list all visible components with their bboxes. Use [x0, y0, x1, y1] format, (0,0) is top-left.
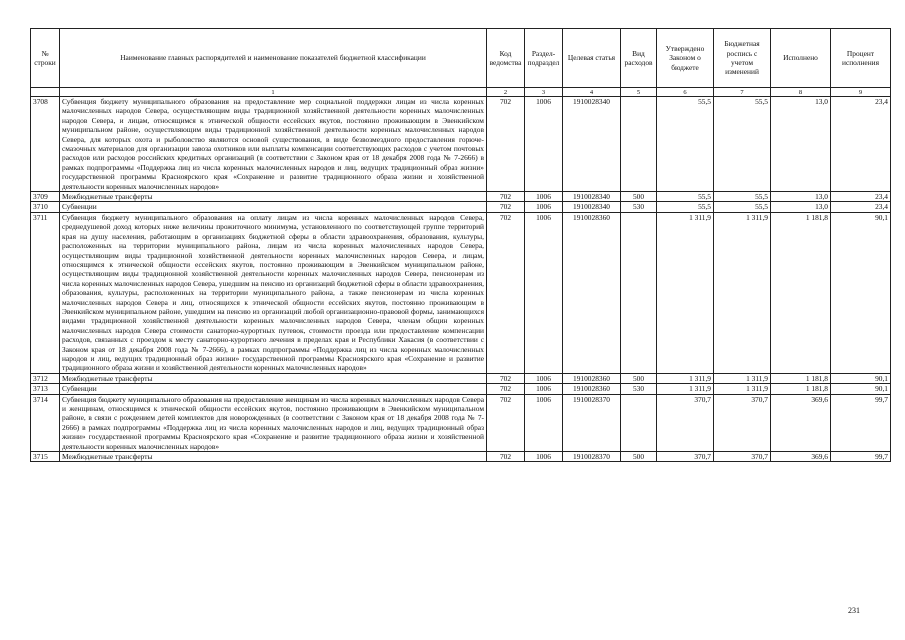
row-approved: 370,7: [657, 452, 714, 462]
row-percent: 90,1: [831, 373, 891, 383]
row-target: 1910028360: [563, 373, 621, 383]
row-schedule: 1 311,9: [714, 384, 771, 394]
table-row: [31, 97, 891, 192]
row-executed: 369,6: [771, 452, 831, 462]
budget-table: [30, 28, 891, 462]
row-type: 530: [621, 202, 657, 212]
row-number: 3712: [31, 373, 60, 383]
row-section: 1006: [525, 202, 563, 212]
row-dept: 702: [487, 384, 525, 394]
column-number: 8: [771, 88, 831, 97]
row-percent: 23,4: [831, 97, 891, 192]
row-number: 3713: [31, 384, 60, 394]
row-executed: 1 181,8: [771, 384, 831, 394]
row-percent: 23,4: [831, 192, 891, 202]
header-dept: Код ведомства: [487, 29, 525, 88]
row-schedule: 370,7: [714, 394, 771, 451]
row-target: 1910028340: [563, 97, 621, 192]
header-name: Наименование главных распорядителей и наименование показателей бюджетной классификации: [60, 29, 487, 88]
column-number: 4: [563, 88, 621, 97]
table-row: [31, 212, 891, 373]
row-executed: 369,6: [771, 394, 831, 451]
row-name: Субвенция бюджету муниципального образования на предоставление женщинам из числа коренных малочисленных народов Севера и женщинам, относящимся к этнической общности ессейских якутов, постоянно проживающим в Эвенкийском муниципальном районе, в связи с рождением детей комплектов для новорожденных (в соответствии с Законом края от 18 декабря 2008 года № 7-2666) в рамках подпрограммы «Поддержка лиц из числа коренных малочисленных народов и лиц, ведущих традиционный образ жизни» государственной программы Красноярского края «Сохранение и развитие традиционного образа жизни и хозяйственной деятельности коренных малочисленных народов»: [60, 394, 487, 451]
row-schedule: 1 311,9: [714, 212, 771, 373]
row-percent: 99,7: [831, 452, 891, 462]
row-executed: 13,0: [771, 192, 831, 202]
row-percent: 99,7: [831, 394, 891, 451]
row-section: 1006: [525, 373, 563, 383]
table-row: [31, 202, 891, 212]
row-name: Межбюджетные трансферты: [60, 373, 487, 383]
row-section: 1006: [525, 212, 563, 373]
header-executed: Исполнено: [771, 29, 831, 88]
row-type: 500: [621, 192, 657, 202]
row-approved: 55,5: [657, 97, 714, 192]
row-executed: 1 181,8: [771, 373, 831, 383]
header-target: Целевая статья: [563, 29, 621, 88]
table-row: [31, 192, 891, 202]
row-schedule: 370,7: [714, 452, 771, 462]
column-number: 7: [714, 88, 771, 97]
column-number: 2: [487, 88, 525, 97]
header-schedule: Бюджетная роспись с учетом изменений: [714, 29, 771, 88]
column-number: 1: [60, 88, 487, 97]
row-type: [621, 212, 657, 373]
row-approved: 1 311,9: [657, 373, 714, 383]
table-row: [31, 373, 891, 383]
row-type: 500: [621, 373, 657, 383]
row-name: Межбюджетные трансферты: [60, 192, 487, 202]
row-dept: 702: [487, 202, 525, 212]
row-number: 3711: [31, 212, 60, 373]
row-dept: 702: [487, 97, 525, 192]
row-target: 1910028370: [563, 452, 621, 462]
row-section: 1006: [525, 394, 563, 451]
row-approved: 55,5: [657, 202, 714, 212]
row-type: [621, 97, 657, 192]
header-section: Раздел-подраздел: [525, 29, 563, 88]
row-section: 1006: [525, 97, 563, 192]
row-executed: 13,0: [771, 202, 831, 212]
column-number: 5: [621, 88, 657, 97]
row-approved: 55,5: [657, 192, 714, 202]
column-number: 6: [657, 88, 714, 97]
row-name: Субвенции: [60, 384, 487, 394]
row-dept: 702: [487, 192, 525, 202]
header-row-no: № строки: [31, 29, 60, 88]
row-dept: 702: [487, 452, 525, 462]
row-section: 1006: [525, 452, 563, 462]
header-percent: Процент исполнения: [831, 29, 891, 88]
row-approved: 1 311,9: [657, 212, 714, 373]
row-target: 1910028340: [563, 202, 621, 212]
table-row: [31, 394, 891, 451]
row-dept: 702: [487, 212, 525, 373]
row-approved: 370,7: [657, 394, 714, 451]
row-percent: 90,1: [831, 212, 891, 373]
column-number: [31, 88, 60, 97]
row-schedule: 55,5: [714, 192, 771, 202]
row-number: 3708: [31, 97, 60, 192]
row-schedule: 1 311,9: [714, 373, 771, 383]
row-percent: 23,4: [831, 202, 891, 212]
row-target: 1910028360: [563, 212, 621, 373]
row-type: 530: [621, 384, 657, 394]
row-target: 1910028360: [563, 384, 621, 394]
page-number: 231: [848, 606, 860, 615]
row-executed: 13,0: [771, 97, 831, 192]
header-row: [31, 29, 891, 88]
row-name: Субвенции: [60, 202, 487, 212]
row-number: 3715: [31, 452, 60, 462]
row-schedule: 55,5: [714, 97, 771, 192]
row-dept: 702: [487, 373, 525, 383]
header-type: Вид расходов: [621, 29, 657, 88]
row-target: 1910028370: [563, 394, 621, 451]
row-name: Субвенция бюджету муниципального образования на оплату лицам из числа коренных малочисленных народов Севера, среднедушевой доход которых ниже величины прожиточного минимума, установленного по соответствующей группе территорий края на душу населения, работающим в организациях бюджетной сферы в области здравоохранения, образования, культуры, расположенных на территории муниципального района, лицам из числа коренных малочисленных народов Севера, осуществляющим виды традиционной хозяйственной деятельности коренных малочисленных народов Севера, и лицам, относящимся к этнической общности ессейских якутов, постоянно проживающим в Эвенкийском муниципальном районе, осуществляющим виды традиционной хозяйственной деятельности коренных малочисленных народов Севера, пенсионерам из числа коренных малочисленных народов Севера, ушедшим на пенсию из организаций бюджетной сферы в области здравоохранения, образования, культуры, расположенных на территории муниципального района, а также пенсионерам из числа коренных малочисленных народов Севера и лиц, относящихся к этнической общности ессейских якутов, постоянно проживающим в Эвенкийском муниципальном районе, ушедшим на пенсию из организаций любой организационно-правовой формы, занимающихся видами традиционной хозяйственной деятельности коренных малочисленных народов Севера, членам общин коренных малочисленных народов Севера стоимости санаторно-курортных путевок, стоимости проезда или предоставление компенсации расходов, связанных с проездом к месту санаторно-курортного лечения в пределах края и Республики Хакасия (в соответствии с Законом края от 18 декабря 2008 года № 7-2666), в рамках подпрограммы «Поддержка лиц из числа коренных малочисленных народов и лиц, ведущих традиционный образ жизни» государственной программы Красноярского края «Сохранение и развитие традиционного образа жизни и хозяйственной деятельности коренных малочисленных народов»: [60, 212, 487, 373]
row-target: 1910028340: [563, 192, 621, 202]
row-section: 1006: [525, 384, 563, 394]
row-name: Субвенция бюджету муниципального образования на предоставление мер социальной поддержки лицам из числа коренных малочисленных народов Севера, осуществляющим виды традиционной хозяйственной деятельности коренных малочисленных народов Севера, и лицам, относящимся к этнической общности ессейских якутов, постоянно проживающим в Эвенкийском муниципальном районе, осуществляющим виды традиционной хозяйственной деятельности коренных малочисленных народов Севера, для которых охота и рыболовство являются основой существования, в виде безвозмездного предоставления горюче-смазочных материалов для организации завоза охотников или выплаты компенсации соответствующих расходов с учетом почтовых расходов или расходов российских кредитных организаций (в соответствии с Законом края от 18 декабря 2008 года № 7-2666) в рамках подпрограммы «Поддержка лиц из числа коренных малочисленных народов и лиц, ведущих традиционный образ жизни» государственной программы Красноярского края «Сохранение и развитие традиционного образа жизни и хозяйственной деятельности коренных малочисленных народов»: [60, 97, 487, 192]
column-number: 3: [525, 88, 563, 97]
header-approved: Утверждено Законом о бюджете: [657, 29, 714, 88]
row-type: 500: [621, 452, 657, 462]
row-percent: 90,1: [831, 384, 891, 394]
column-number-row: [31, 88, 891, 97]
row-section: 1006: [525, 192, 563, 202]
table-row: [31, 384, 891, 394]
column-number: 9: [831, 88, 891, 97]
row-number: 3709: [31, 192, 60, 202]
row-name: Межбюджетные трансферты: [60, 452, 487, 462]
row-type: [621, 394, 657, 451]
row-schedule: 55,5: [714, 202, 771, 212]
row-number: 3714: [31, 394, 60, 451]
table-row: [31, 452, 891, 462]
row-executed: 1 181,8: [771, 212, 831, 373]
row-approved: 1 311,9: [657, 384, 714, 394]
row-number: 3710: [31, 202, 60, 212]
row-dept: 702: [487, 394, 525, 451]
